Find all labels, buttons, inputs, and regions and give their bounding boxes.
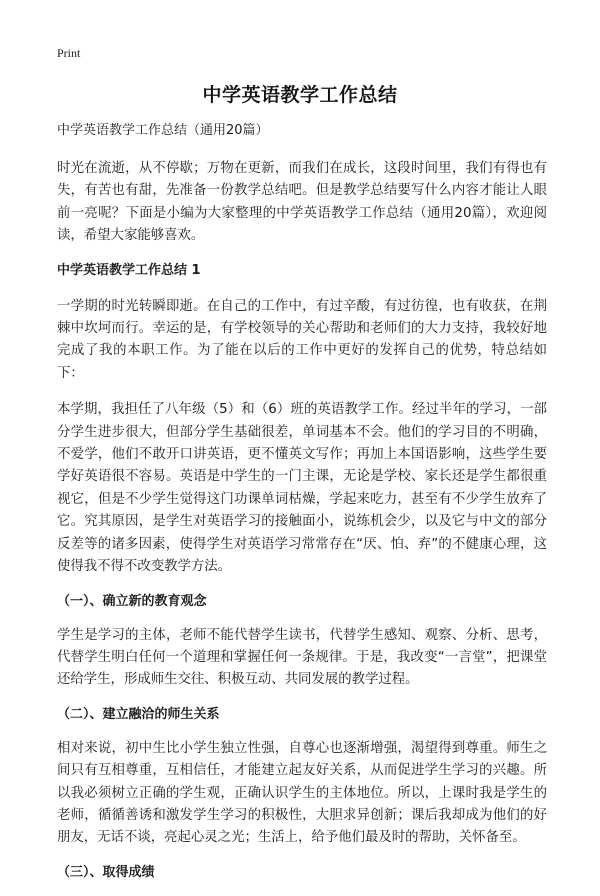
section-paragraph-2: 本学期，我担任了八年级（5）和（6）班的英语教学工作。经过半年的学习，一部分学生进步很大，但部分学生基础很差，单词基本不会。他们的学习目的不明确，不爱学，他们不敢开口讲英语，更不懂英文写作；再加上本国语影响，这些学生要学好英语很不容易。英语是中学生的一门主课，无论是学校、家长还是学生都很重视它，但是不少学生觉得这门功课单词枯燥，学起来吃力，甚至有不少学生放弃了它。究其原因，是学生对英语学习的接触面小，说练机会少，以及它与中文的部分反差等的诸多因素，使得学生对英语学习常常存在“厌、怕、弃”的不健康心理，这使得我不得不改变教学方法。 bbox=[57, 402, 547, 575]
section-heading: 中学英语教学工作总结 1 bbox=[57, 262, 201, 278]
document-body bbox=[57, 122, 547, 896]
document-title: 中学英语教学工作总结 bbox=[202, 84, 398, 106]
document-subtitle: 中学英语教学工作总结（通用20篇） bbox=[57, 123, 269, 138]
subsection-heading-2: （二）、建立融洽的师生关系 bbox=[57, 706, 220, 722]
print-link[interactable]: Print bbox=[57, 46, 81, 60]
subsection-heading-1: （一）、确立新的教育观念 bbox=[57, 593, 207, 609]
subsection-paragraph-1: 学生是学习的主体，老师不能代替学生读书，代替学生感知、观察、分析、思考，代替学生明白任何一个道理和掌握任何一条规律。于是，我改变“一言堂”，把课堂还给学生，形成师生交往、积极互动、共同发展的教学过程。 bbox=[57, 627, 547, 688]
subsection-heading-3: （三）、取得成绩 bbox=[57, 864, 155, 880]
section-paragraph-1: 一学期的时光转瞬即逝。在自己的工作中，有过辛酸，有过彷徨，也有收获，在荆棘中坎坷而行。幸运的是，有学校领导的关心帮助和老师们的大力支持，我较好地完成了我的本职工作。为了能在以后的工作中更好的发挥自己的优势，特总结如下： bbox=[57, 298, 547, 381]
subsection-paragraph-2: 相对来说，初中生比小学生独立性强，自尊心也逐渐增强，渴望得到尊重。师生之间只有互相尊重，互相信任，才能建立起友好关系，从而促进学生学习的兴趣。所以我必须树立正确的学生观，正确认识学生的主体地位。所以，上课时我是学生的老师，循循善诱和激发学生学习的积极性，大胆求异创新；课后我却成为他们的好朋友，无话不谈，亮起心灵之光；生活上，给予他们最及时的帮助，关怀备至。 bbox=[57, 740, 547, 846]
intro-paragraph: 时光在流逝，从不停歇；万物在更新，而我们在成长，这段时间里，我们有得也有失，有苦也有甜，先准备一份教学总结吧。但是教学总结要写什么内容才能让人眼前一亮呢？下面是小编为大家整理的中学英语教学工作总结（通用20篇），欢迎阅读，希望大家能够喜欢。 bbox=[57, 161, 547, 244]
